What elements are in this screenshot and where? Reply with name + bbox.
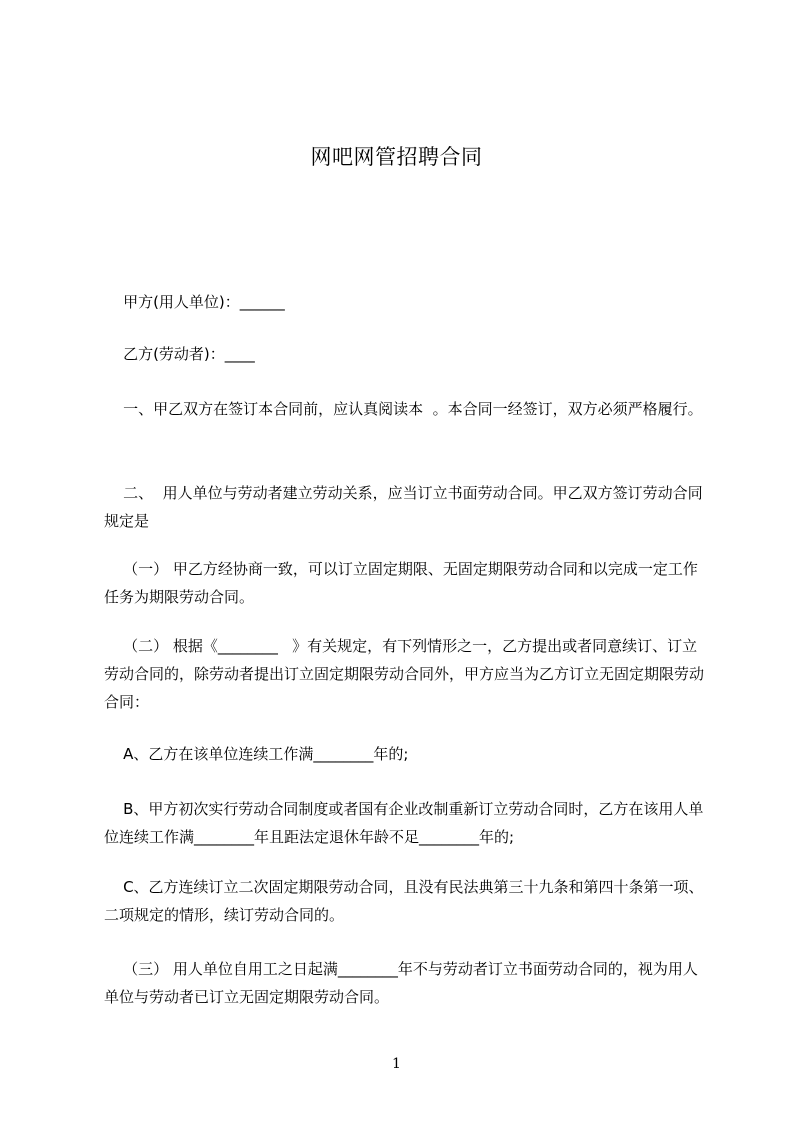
paragraph-item-1: （一） 甲乙方经协商一致，可以订立固定期限、无固定期限劳动合同和以完成一定工作任务为期限劳动合同。 [104, 560, 698, 606]
paragraph-item-b: B、甲方初次实行劳动合同制度或者国有企业改制重新订立劳动合同时，乙方在该用人单位连续工作满________年且距法定退休年龄不足________年的; [104, 800, 704, 846]
paragraph-clause-2: 二、 用人单位与劳动者建立劳动关系，应当订立书面劳动合同。甲乙双方签订劳动合同规定是 [104, 484, 703, 530]
paragraph-party-b: 乙方(劳动者)：____ [104, 345, 255, 363]
paragraph-item-a: A、乙方在该单位连续工作满________年的; [104, 745, 409, 763]
document-title: 网吧网管招聘合同 [310, 145, 483, 169]
paragraph-item-2: （二） 根据《________ 》有关规定，有下列情形之一，乙方提出或者同意续订、订立劳动合同的，除劳动者提出订立固定期限劳动合同外，甲方应当为乙方订立无固定期限劳动合同： [104, 637, 705, 711]
paragraph-party-a: 甲方(用人单位)：______ [104, 293, 285, 311]
page-number: 1 [392, 1056, 401, 1072]
paragraph-clause-1: 一、甲乙双方在签订本合同前，应认真阅读本 。本合同一经签订，双方必须严格履行。 [104, 400, 703, 418]
paragraph-item-3: （三） 用人单位自用工之日起满________年不与劳动者订立书面劳动合同的，视为用人单位与劳动者已订立无固定期限劳动合同。 [104, 960, 698, 1006]
paragraph-item-c: C、乙方连续订立二次固定期限劳动合同，且没有民法典第三十九条和第四十条第一项、二项规定的情形，续订劳动合同的。 [104, 878, 704, 924]
